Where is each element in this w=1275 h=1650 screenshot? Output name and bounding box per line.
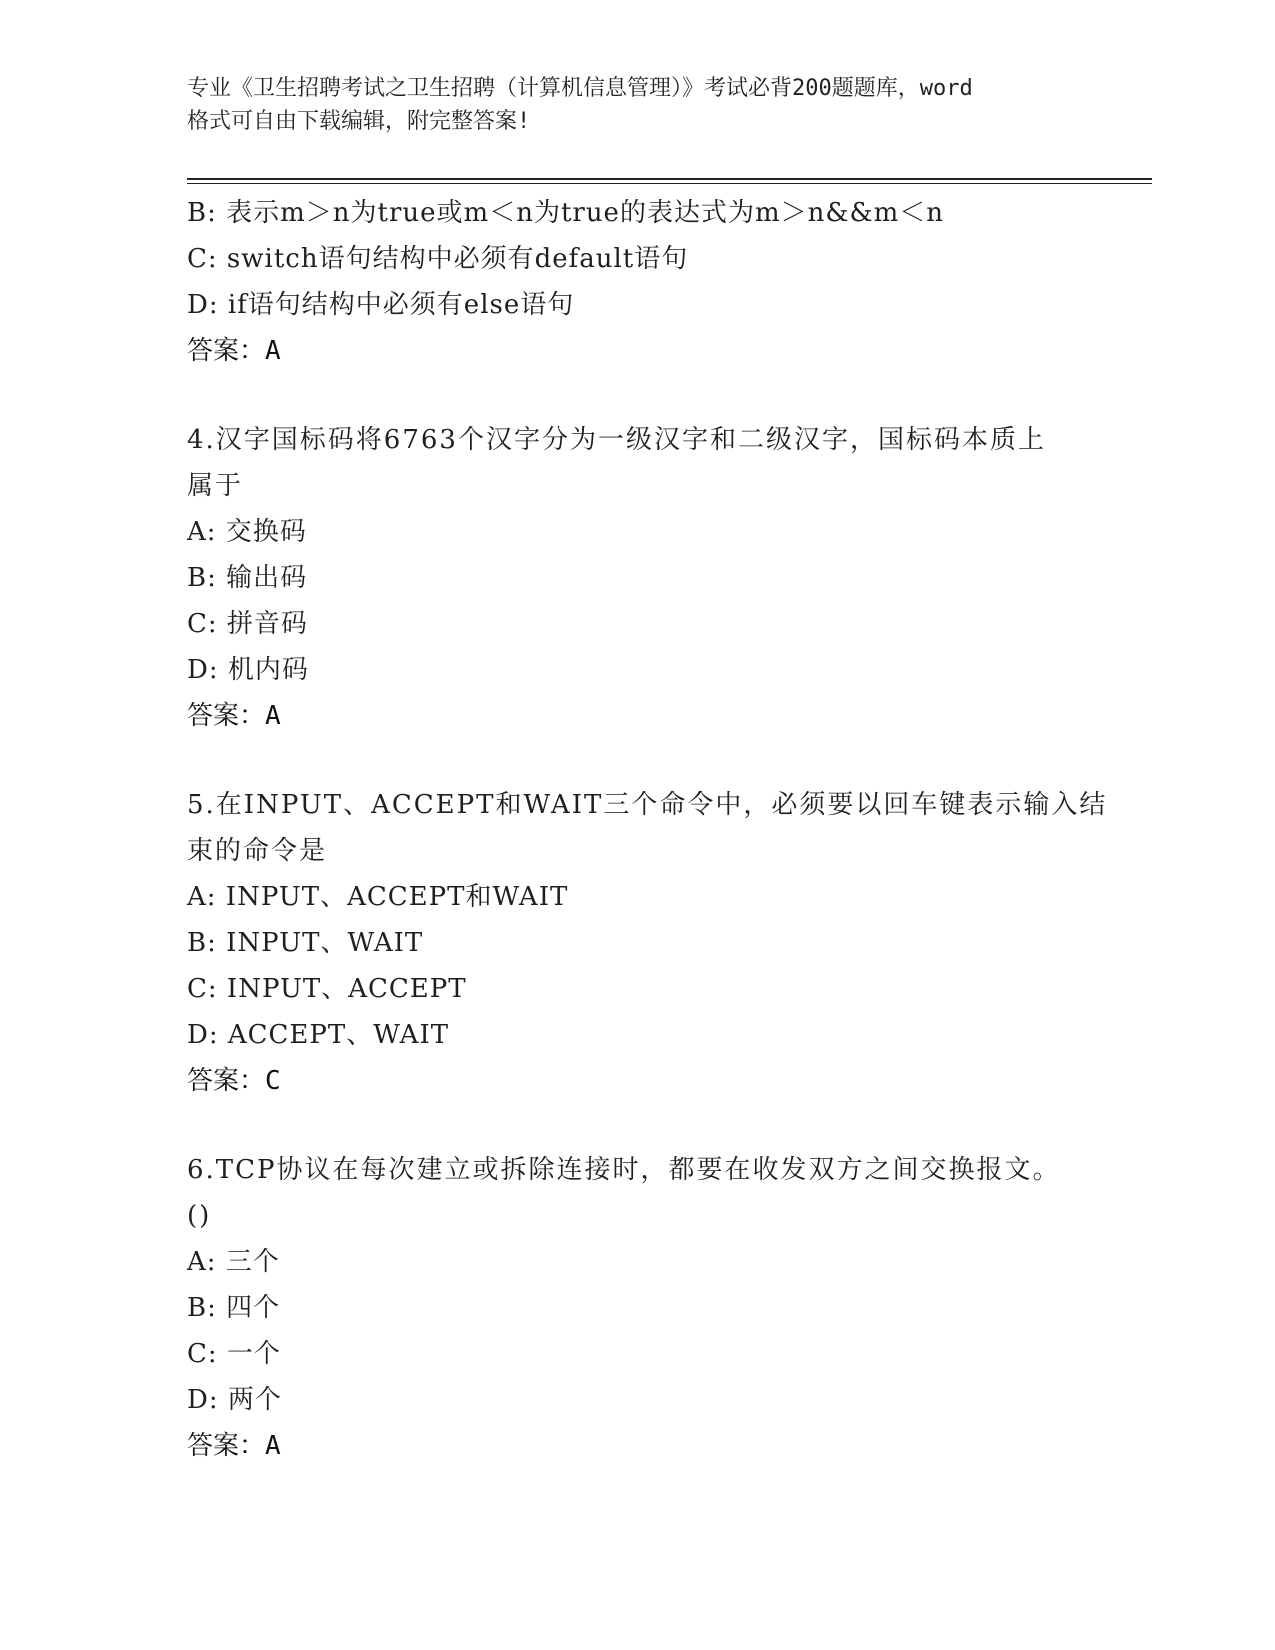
option-b: B: 表示m＞n为true或m＜n为true的表达式为m＞n&&m＜n: [187, 198, 945, 228]
answer-line: 答案：A: [187, 1431, 281, 1461]
answer-line: 答案：C: [187, 1066, 281, 1096]
answer-line: 答案：A: [187, 701, 281, 731]
option-d: D: if语句结构中必须有else语句: [187, 290, 575, 320]
spacer: [187, 1104, 1127, 1147]
option-b: B: 四个: [187, 1293, 281, 1323]
question-list: [187, 190, 1127, 1469]
question-stem: [187, 782, 1127, 874]
header-title-line2: 格式可自由下载编辑，附完整答案!: [187, 109, 531, 134]
option-d: D: ACCEPT、WAIT: [187, 1020, 450, 1050]
header-divider-thick: [187, 178, 1152, 180]
option-b: B: INPUT、WAIT: [187, 928, 424, 958]
header-title-line1: 专业《卫生招聘考试之卫生招聘（计算机信息管理）》考试必背200题题库，word: [187, 76, 973, 101]
document-header: [187, 72, 1087, 138]
question-stem: [187, 1147, 1127, 1239]
option-d: D: 机内码: [187, 655, 309, 685]
spacer: [187, 374, 1127, 417]
question-stem: [187, 417, 1127, 509]
question-stem-line1: 6.TCP协议在每次建立或拆除连接时，都要在收发双方之间交换报文。: [187, 1155, 1061, 1185]
option-c: C: INPUT、ACCEPT: [187, 974, 467, 1004]
option-c: C: 一个: [187, 1339, 281, 1369]
question-6: [187, 1147, 1127, 1469]
option-c: C: switch语句结构中必须有default语句: [187, 244, 689, 274]
option-c: C: 拼音码: [187, 609, 308, 639]
question-3-continued: [187, 190, 1127, 374]
option-a: A: INPUT、ACCEPT和WAIT: [187, 882, 569, 912]
question-4: [187, 417, 1127, 739]
question-stem-line2: 属于: [187, 471, 244, 501]
spacer: [187, 739, 1127, 782]
option-d: D: 两个: [187, 1385, 282, 1415]
question-5: [187, 782, 1127, 1104]
option-a: A: 三个: [187, 1247, 280, 1277]
question-stem-line2: 束的命令是: [187, 836, 328, 866]
question-stem-line1: 4.汉字国标码将6763个汉字分为一级汉字和二级汉字，国标码本质上: [187, 425, 1046, 455]
option-b: B: 输出码: [187, 563, 308, 593]
option-a: A: 交换码: [187, 517, 307, 547]
question-stem-line1: 5.在INPUT、ACCEPT和WAIT三个命令中，必须要以回车键表示输入结: [187, 790, 1108, 820]
header-divider-thin: [187, 183, 1152, 184]
question-stem-line2: (): [187, 1201, 212, 1231]
answer-line: 答案：A: [187, 336, 281, 366]
